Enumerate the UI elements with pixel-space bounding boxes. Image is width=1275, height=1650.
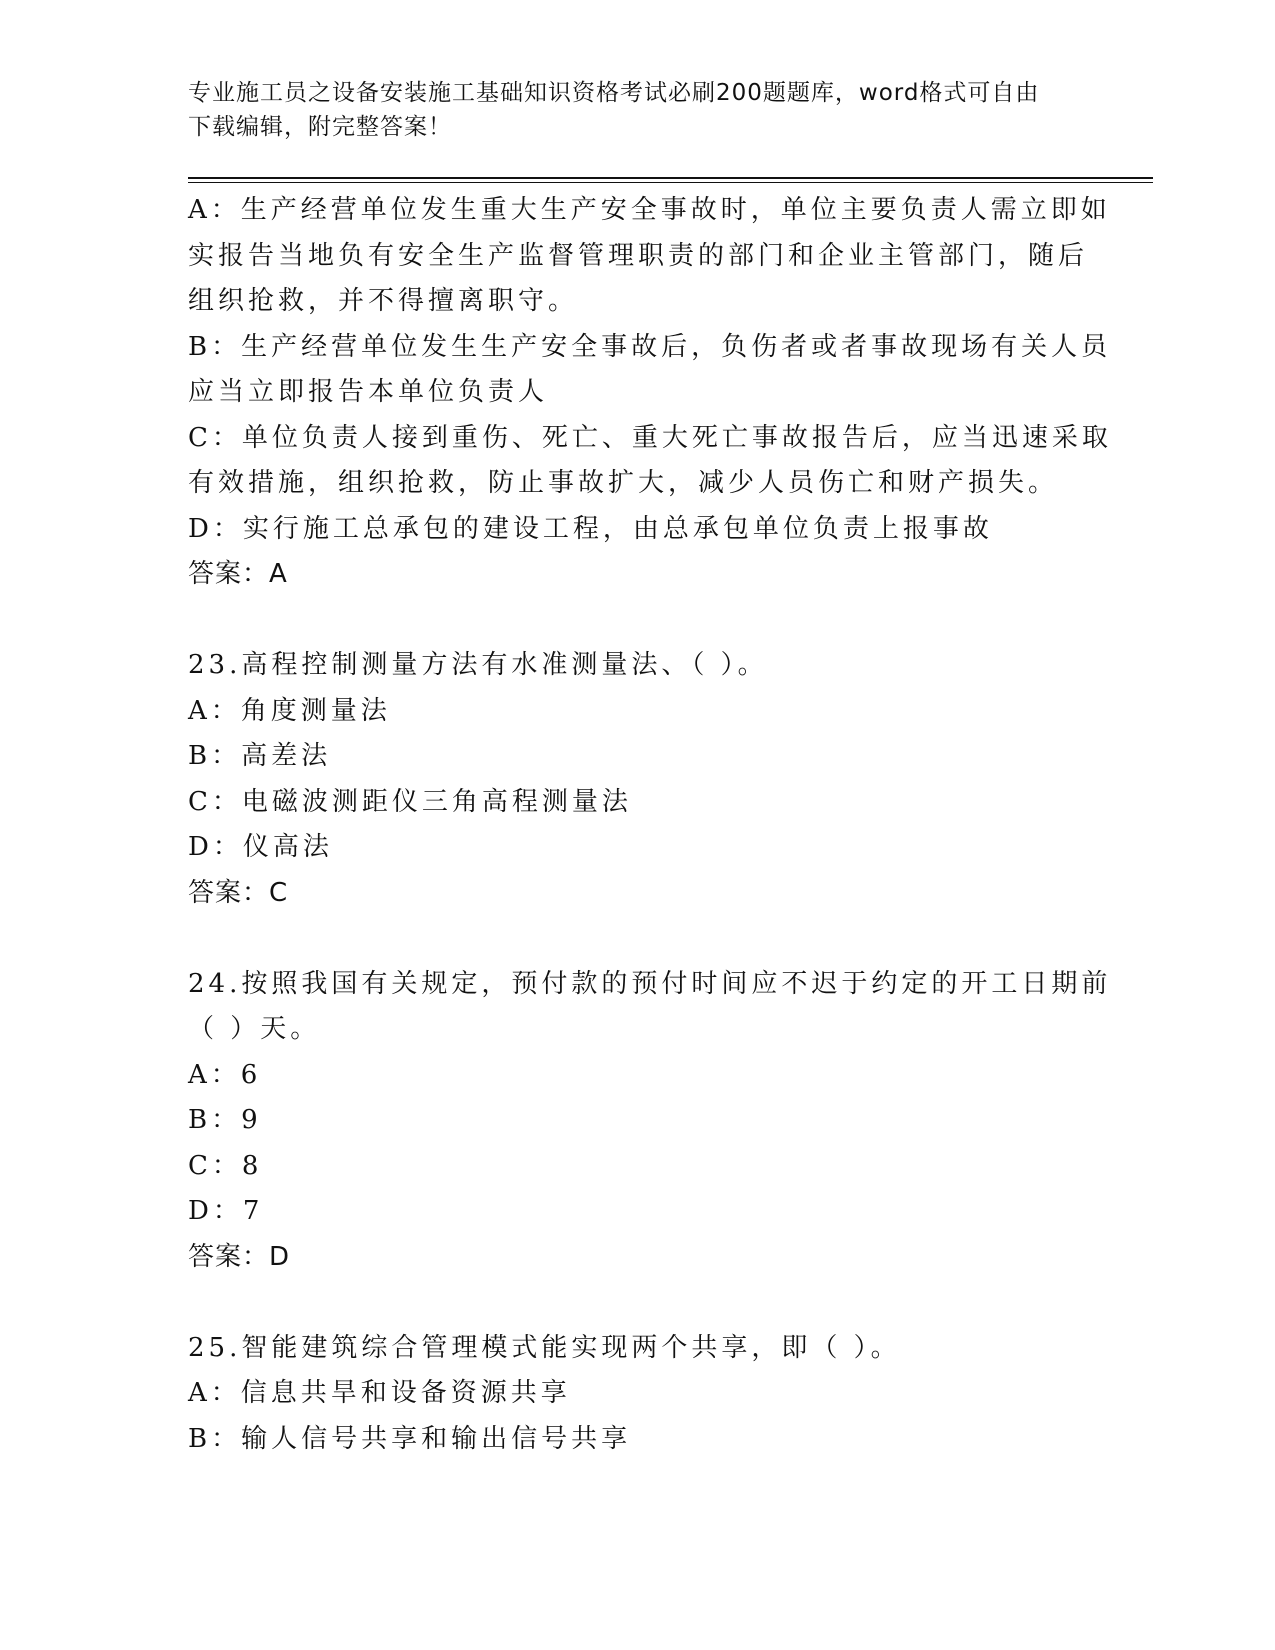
q23-option-b: B：高差法 xyxy=(188,741,332,771)
question-22 xyxy=(188,188,1112,598)
q25-stem: 25.智能建筑综合管理模式能实现两个共享，即（ ）。 xyxy=(188,1332,901,1363)
q22-option-line: C：单位负责人接到重伤、死亡、重大死亡事故报告后，应当迅速采取 xyxy=(188,422,1112,453)
q23-stem: 23.高程控制测量方法有水准测量法、（ ）。 xyxy=(188,650,768,680)
header-rule-thick xyxy=(188,177,1153,179)
header-rule-thin xyxy=(188,182,1153,183)
q24-stem-line-1: 24.按照我国有关规定，预付款的预付时间应不迟于约定的开工日期前 xyxy=(188,968,1112,999)
q22-option-line: 组织抢救，并不得擅离职守。 xyxy=(188,286,579,316)
q25-option-a: A：信息共旱和设备资源共享 xyxy=(188,1378,571,1408)
q22-option-line: 应当立即报告本单位负责人 xyxy=(188,377,549,407)
q22-option-line: 有效措施，组织抢救，防止事故扩大，减少人员伤亡和财产损失。 xyxy=(188,468,1059,498)
q23-option-d: D：仪高法 xyxy=(188,832,333,862)
q22-option-line: A：生产经营单位发生重大生产安全事故时，单位主要负责人需立即如 xyxy=(188,195,1111,225)
q22-option-line: 实报告当地负有安全生产监督管理职责的部门和企业主管部门，随后 xyxy=(188,240,1089,271)
q24-option-b: B：9 xyxy=(188,1105,262,1135)
q24-option-c: C：8 xyxy=(188,1150,263,1181)
q23-option-a: A：角度测量法 xyxy=(188,695,391,726)
question-23 xyxy=(188,643,1088,916)
document-body xyxy=(188,188,1112,1462)
q22-answer: 答案：A xyxy=(188,559,288,589)
q23-option-c: C：电磁波测距仪三角高程测量法 xyxy=(188,786,632,817)
question-25 xyxy=(188,1326,1088,1463)
q24-option-a: A：6 xyxy=(188,1059,262,1090)
q24-answer: 答案：D xyxy=(188,1241,291,1272)
header-line-2: 下载编辑，附完整答案！ xyxy=(188,114,452,140)
document-header xyxy=(188,76,1088,144)
q24-option-d: D：7 xyxy=(188,1196,264,1226)
q23-answer: 答案：C xyxy=(188,877,289,908)
q22-option-line: B：生产经营单位发生生产安全事故后，负伤者或者事故现场有关人员 xyxy=(188,331,1112,362)
q24-stem-line-2: （ ）天。 xyxy=(188,1014,321,1044)
q22-option-line: D：实行施工总承包的建设工程，由总承包单位负责上报事故 xyxy=(188,513,993,544)
header-line-1: 专业施工员之设备安装施工基础知识资格考试必刷200题题库，word格式可自由 xyxy=(188,80,1040,106)
question-24 xyxy=(188,962,1112,1281)
q25-option-b: B：输人信号共享和输出信号共享 xyxy=(188,1423,632,1454)
